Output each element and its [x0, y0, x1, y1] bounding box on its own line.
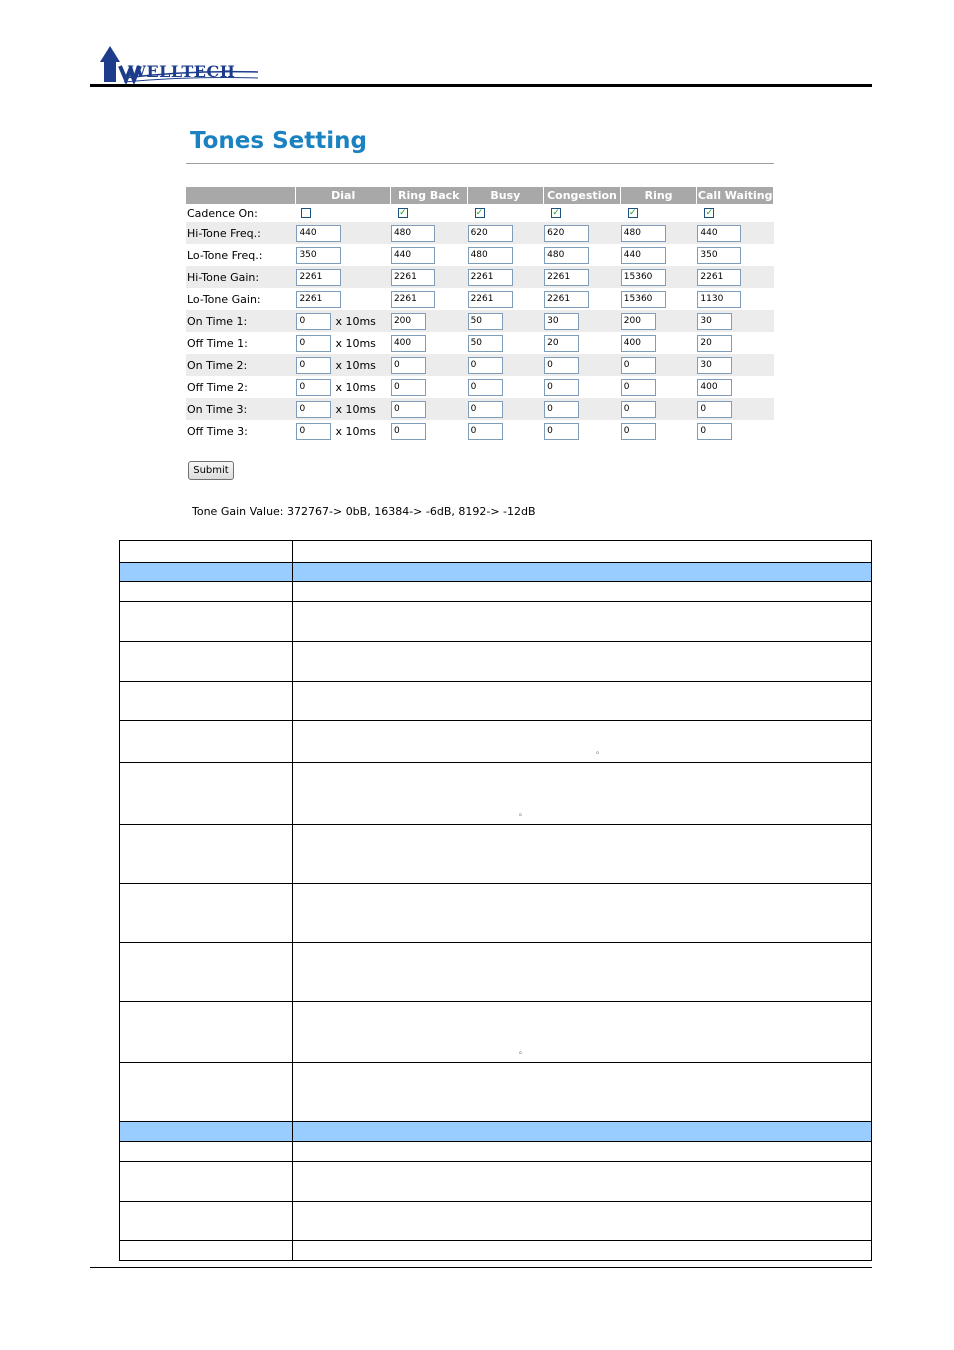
page-title: Tones Setting — [190, 128, 367, 154]
value-input[interactable]: 2261 — [544, 291, 589, 308]
value-input[interactable]: 440 — [391, 247, 435, 264]
setting-label: Lo-Tone Freq.: — [187, 248, 263, 262]
value-input[interactable]: 2261 — [468, 269, 513, 286]
setting-row — [186, 420, 774, 442]
cadence-checkbox[interactable]: ✓ — [475, 208, 484, 218]
submit-button[interactable]: Submit — [188, 461, 234, 480]
value-input[interactable]: 0 — [468, 379, 503, 396]
cadence-label: Cadence On: — [187, 206, 258, 220]
value-input[interactable]: 0 — [296, 335, 331, 352]
setting-row — [186, 376, 774, 398]
value-input[interactable]: 0 — [468, 423, 503, 440]
value-input[interactable]: 15360 — [621, 291, 666, 308]
unit-label: x 10ms — [335, 402, 376, 416]
value-input[interactable]: 0 — [296, 357, 331, 374]
degree-mark: 。 — [519, 808, 527, 817]
cadence-checkbox[interactable]: ✓ — [399, 208, 407, 218]
setting-row — [186, 332, 774, 354]
table-row — [120, 1162, 872, 1202]
value-input[interactable]: 0 — [468, 401, 503, 418]
value-input[interactable]: 0 — [391, 401, 426, 418]
cadence-checkbox[interactable]: ✓ — [629, 208, 637, 218]
value-input[interactable]: 620 — [544, 225, 589, 242]
value-input[interactable]: 20 — [697, 335, 732, 352]
value-input[interactable]: 0 — [697, 401, 732, 418]
value-input[interactable]: 200 — [391, 313, 426, 330]
table-row — [120, 1202, 872, 1241]
value-input[interactable]: 440 — [697, 225, 741, 242]
tones-settings-table — [186, 187, 774, 442]
value-input[interactable]: 1130 — [697, 291, 741, 308]
degree-mark: 。 — [519, 1046, 527, 1055]
column-header: Busy — [468, 187, 544, 204]
column-header: Ring — [621, 187, 697, 204]
table-row — [120, 943, 872, 1002]
column-header: Ring Back — [391, 187, 467, 204]
setting-row — [186, 354, 774, 376]
column-header-row — [186, 187, 774, 204]
table-row — [120, 1142, 872, 1162]
value-input[interactable]: 0 — [468, 357, 503, 374]
table-row — [120, 825, 872, 884]
value-input[interactable]: 20 — [544, 335, 579, 352]
table-row — [120, 1063, 872, 1122]
value-input[interactable]: 0 — [621, 401, 656, 418]
setting-label: Off Time 1: — [187, 336, 248, 350]
value-input[interactable]: 0 — [544, 401, 579, 418]
value-input[interactable]: 480 — [468, 247, 513, 264]
value-input[interactable]: 0 — [697, 423, 732, 440]
unit-label: x 10ms — [335, 314, 376, 328]
unit-label: x 10ms — [335, 380, 376, 394]
cadence-row — [186, 204, 774, 222]
setting-row — [186, 222, 774, 244]
cadence-checkbox[interactable]: ✓ — [705, 208, 714, 218]
setting-row — [186, 310, 774, 332]
value-input[interactable]: 440 — [621, 247, 666, 264]
setting-label: On Time 1: — [187, 314, 248, 328]
value-input[interactable]: 350 — [296, 247, 341, 264]
value-input[interactable]: 480 — [544, 247, 589, 264]
brand-name: WELLTECH — [128, 62, 236, 81]
table-row — [120, 721, 872, 763]
table-section-row — [120, 563, 872, 582]
setting-label: Hi-Tone Gain: — [187, 270, 260, 284]
table-row — [120, 582, 872, 602]
value-input[interactable]: 30 — [697, 313, 732, 330]
value-input[interactable]: 480 — [391, 225, 435, 242]
value-input[interactable]: 400 — [621, 335, 656, 352]
table-row — [120, 1241, 872, 1261]
value-input[interactable]: 50 — [468, 335, 503, 352]
setting-row — [186, 398, 774, 420]
value-input[interactable]: 50 — [468, 313, 503, 330]
table-row — [120, 602, 872, 642]
value-input[interactable]: 2261 — [391, 269, 435, 286]
table-row — [120, 642, 872, 682]
setting-row — [186, 288, 774, 310]
value-input[interactable]: 2261 — [544, 269, 589, 286]
value-input[interactable]: 0 — [296, 423, 331, 440]
table-section-row — [120, 1122, 872, 1142]
setting-label: Off Time 2: — [187, 380, 248, 394]
value-input[interactable]: 30 — [697, 357, 732, 374]
value-input[interactable]: 0 — [544, 379, 579, 396]
value-input[interactable]: 0 — [296, 401, 331, 418]
setting-row — [186, 244, 774, 266]
unit-label: x 10ms — [335, 358, 376, 372]
value-input[interactable]: 200 — [621, 313, 656, 330]
column-header-blank — [186, 187, 295, 204]
column-header: Call Waiting — [697, 189, 773, 202]
setting-label: On Time 2: — [187, 358, 248, 372]
value-input[interactable]: 0 — [621, 379, 656, 396]
header-rule — [90, 84, 872, 87]
value-input[interactable]: 2261 — [468, 291, 513, 308]
description-table — [119, 540, 872, 1261]
value-input[interactable]: 2261 — [296, 291, 341, 308]
value-input[interactable]: 2261 — [697, 269, 741, 286]
value-input[interactable]: 440 — [296, 225, 341, 242]
table-row — [120, 884, 872, 943]
column-header: Congestion — [544, 187, 620, 204]
value-input[interactable]: 0 — [544, 357, 579, 374]
value-input[interactable]: 0 — [391, 423, 426, 440]
table-row — [120, 763, 872, 825]
value-input[interactable]: 0 — [544, 423, 579, 440]
unit-label: x 10ms — [335, 336, 376, 350]
value-input[interactable]: 400 — [391, 335, 426, 352]
value-input[interactable]: 0 — [391, 357, 426, 374]
value-input[interactable]: 30 — [544, 313, 579, 330]
degree-mark: 。 — [596, 746, 604, 755]
setting-label: Lo-Tone Gain: — [187, 292, 261, 306]
title-divider — [186, 163, 774, 164]
tone-gain-note: Tone Gain Value: 372767-> 0bB, 16384-> -6dB, 8192-> -12dB — [192, 505, 536, 518]
setting-row — [186, 266, 774, 288]
setting-label: Off Time 3: — [187, 424, 248, 438]
value-input[interactable]: 400 — [697, 379, 732, 396]
cadence-checkbox[interactable]: ✓ — [552, 208, 560, 218]
table-row — [120, 541, 872, 563]
unit-label: x 10ms — [335, 424, 376, 438]
value-input[interactable]: 2261 — [296, 269, 341, 286]
column-header: Dial — [296, 187, 390, 204]
value-input[interactable]: 0 — [391, 379, 426, 396]
value-input[interactable]: 480 — [621, 225, 666, 242]
value-input[interactable]: 2261 — [391, 291, 435, 308]
value-input[interactable]: 0 — [296, 379, 331, 396]
setting-label: On Time 3: — [187, 402, 248, 416]
value-input[interactable]: 0 — [296, 313, 331, 330]
footer-rule — [90, 1267, 872, 1268]
value-input[interactable]: 15360 — [621, 269, 666, 286]
value-input[interactable]: 0 — [621, 423, 656, 440]
value-input[interactable]: 350 — [697, 247, 741, 264]
cadence-checkbox[interactable] — [301, 208, 311, 218]
setting-label: Hi-Tone Freq.: — [187, 226, 261, 240]
value-input[interactable]: 620 — [468, 225, 513, 242]
table-row — [120, 1002, 872, 1063]
value-input[interactable]: 0 — [621, 357, 656, 374]
table-row — [120, 682, 872, 721]
